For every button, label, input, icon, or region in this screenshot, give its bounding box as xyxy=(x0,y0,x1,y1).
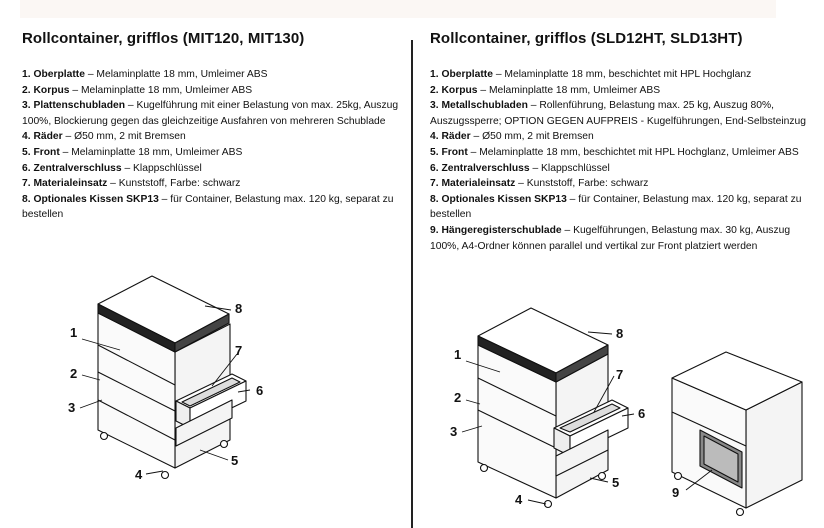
left-callout-1: 1 xyxy=(70,325,78,340)
left-callout-6: 6 xyxy=(256,383,264,398)
right-callout-1: 1 xyxy=(454,347,462,362)
list-item: 6. Zentralverschluss – Klappschlüssel xyxy=(22,162,202,174)
list-item: 2. Korpus – Melaminplatte 18 mm, Umleimer ABS xyxy=(22,84,253,96)
right-callout-9: 9 xyxy=(672,485,680,500)
right-callout-5: 5 xyxy=(612,475,620,490)
right-callout-3: 3 xyxy=(450,424,458,439)
list-item: 3. Metallschubladen – Rollenführung, Belastung max. 25 kg, Auszug 80%, Auszugssperre; OPTION GEGEN AUFPREIS - Kugelführungen, End-Selbsteinzug xyxy=(430,100,807,127)
left-title: Rollcontainer, grifflos (MIT120, MIT130) xyxy=(22,30,305,47)
list-item: 1. Oberplatte – Melaminplatte 18 mm, Umleimer ABS xyxy=(22,69,268,80)
list-item: 8. Optionales Kissen SKP13 – für Container, Belastung max. 120 kg, separat zu bestellen xyxy=(430,193,802,221)
left-callout-8: 8 xyxy=(235,301,243,316)
right-callout-2: 2 xyxy=(454,390,462,405)
list-item: 6. Zentralverschluss – Klappschlüssel xyxy=(430,162,610,174)
left-callout-7: 7 xyxy=(235,343,243,358)
list-item: 4. Räder – Ø50 mm, 2 mit Bremsen xyxy=(22,131,186,143)
list-item: 9. Hängeregisterschublade – Kugelführungen, Belastung max. 30 kg, Auszug 100%, A4-Ordner können parallel und vertikal zur Front platziert werden xyxy=(430,224,791,252)
list-item: 5. Front – Melaminplatte 18 mm, beschichtet mit HPL Hochglanz, Umleimer ABS xyxy=(430,146,799,158)
list-item: 1. Oberplatte – Melaminplatte 18 mm, beschichtet mit HPL Hochglanz xyxy=(430,69,752,80)
right-title: Rollcontainer, grifflos (SLD12HT, SLD13HT) xyxy=(430,30,743,47)
left-callout-4: 4 xyxy=(135,467,143,482)
left-callout-2: 2 xyxy=(70,366,78,381)
left-callout-5: 5 xyxy=(231,453,239,468)
list-item: 4. Räder – Ø50 mm, 2 mit Bremsen xyxy=(430,131,594,143)
list-item: 2. Korpus – Melaminplatte 18 mm, Umleimer ABS xyxy=(430,84,661,96)
left-callout-3: 3 xyxy=(68,400,76,415)
list-item: 3. Plattenschubladen – Kugelführung mit einer Belastung von max. 25kg, Auszug 100%, Blockierung gegen das gleichzeitige Ausfahren von mehreren Schublade xyxy=(22,100,399,127)
list-item: 8. Optionales Kissen SKP13 – für Container, Belastung max. 120 kg, separat zu bestellen xyxy=(22,193,394,221)
list-item: 7. Materialeinsatz – Kunststoff, Farbe: schwarz xyxy=(22,178,241,190)
right-callout-4: 4 xyxy=(515,492,523,507)
list-item: 5. Front – Melaminplatte 18 mm, Umleimer ABS xyxy=(22,146,243,158)
right-callout-7: 7 xyxy=(616,367,624,382)
list-item: 7. Materialeinsatz – Kunststoff, Farbe: schwarz xyxy=(430,178,649,190)
right-callout-6: 6 xyxy=(638,406,646,421)
right-callout-8: 8 xyxy=(616,326,624,341)
